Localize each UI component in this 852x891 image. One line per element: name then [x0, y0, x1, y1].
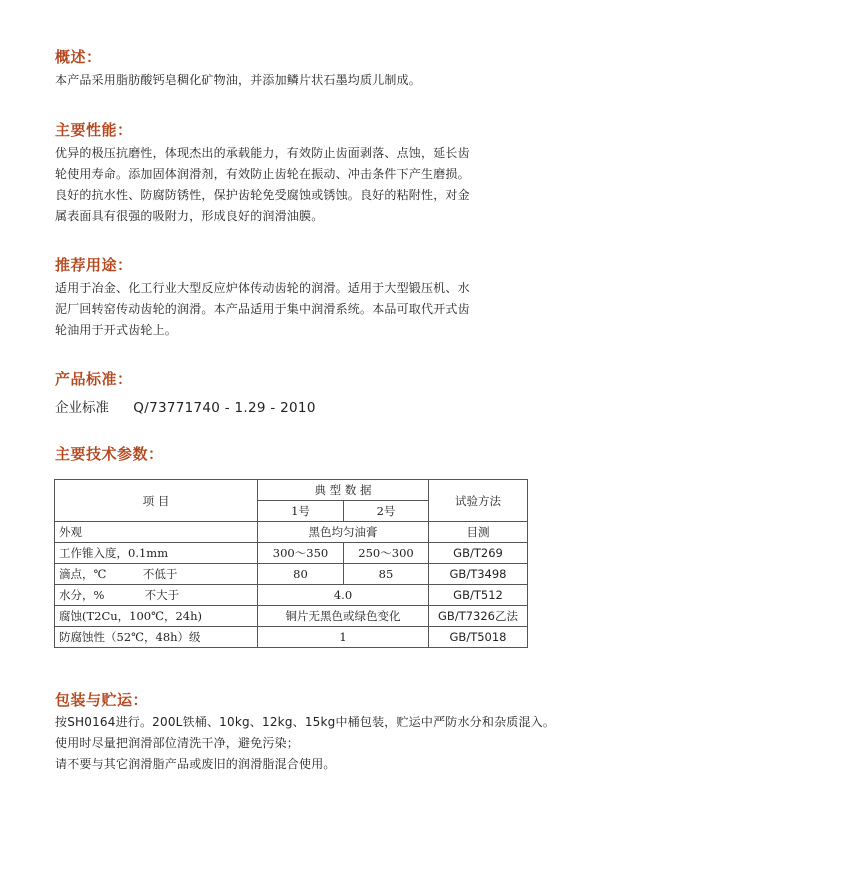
performance-line: 属表面具有很强的吸附力，形成良好的润滑油膜。 [55, 209, 324, 223]
row-item: 工作锥入度，0.1mm [55, 543, 258, 564]
table-row [55, 585, 528, 606]
row-item: 外观 [55, 522, 258, 543]
standard-line [55, 396, 316, 416]
usage-heading: 推荐用途： [55, 256, 133, 274]
table-row [55, 564, 528, 585]
table-row [55, 522, 528, 543]
table-row [55, 627, 528, 648]
parameters-table [54, 479, 528, 648]
header-typical: 典 型 数 据 [258, 480, 429, 501]
table-header-row [55, 480, 528, 501]
row-value-2: 250～300 [344, 543, 429, 564]
overview-line: 本产品采用脂肪酸钙皂稠化矿物油，并添加鳞片状石墨均质儿制成。 [55, 73, 422, 87]
row-value-2: 85 [344, 564, 429, 585]
packaging-line: 按SH0164进行。200L铁桶、10kg、12kg、15kg中桶包装，贮运中严防水分和杂质混入。 [55, 715, 556, 729]
parameters-heading: 主要技术参数： [55, 445, 164, 463]
performance-line: 良好的抗水性、防腐防锈性，保护齿轮免受腐蚀或锈蚀。良好的粘附性，对金 [55, 188, 470, 202]
row-value: 1 [258, 627, 429, 648]
row-item: 腐蚀(T2Cu，100℃，24h) [55, 606, 258, 627]
row-value: 4.0 [258, 585, 429, 606]
row-method: GB/T5018 [429, 627, 528, 648]
row-item: 滴点，℃ 不低于 [55, 564, 258, 585]
table-row [55, 606, 528, 627]
row-method: GB/T3498 [429, 564, 528, 585]
header-method: 试验方法 [429, 480, 528, 522]
header-grade1: 1号 [258, 501, 344, 522]
standard-heading: 产品标准： [55, 370, 133, 388]
row-item: 水分，% 不大于 [55, 585, 258, 606]
table-row [55, 543, 528, 564]
header-grade2: 2号 [344, 501, 429, 522]
overview-heading: 概述： [55, 48, 102, 66]
standard-label: 企业标准 [55, 400, 109, 416]
usage-line: 适用于冶金、化工行业大型反应炉体传动齿轮的润滑。适用于大型锻压机、水 [55, 281, 470, 295]
row-value-1: 80 [258, 564, 344, 585]
packaging-line: 使用时尽量把润滑部位清洗干净，避免污染； [55, 736, 300, 750]
header-item: 项 目 [55, 480, 258, 522]
packaging-heading: 包装与贮运： [55, 691, 149, 709]
standard-code: Q/73771740 - 1.29 - 2010 [133, 400, 316, 416]
usage-text [55, 278, 515, 341]
row-method: 目测 [429, 522, 528, 543]
row-method: GB/T269 [429, 543, 528, 564]
performance-text [55, 143, 515, 227]
row-item: 防腐蚀性（52℃，48h）级 [55, 627, 258, 648]
packaging-line: 请不要与其它润滑脂产品或废旧的润滑脂混合使用。 [55, 757, 336, 771]
row-value: 铜片无黑色或绿色变化 [258, 606, 429, 627]
performance-line: 优异的极压抗磨性，体现杰出的承载能力，有效防止齿面剥落、点蚀，延长齿 [55, 146, 470, 160]
row-value-1: 300～350 [258, 543, 344, 564]
performance-heading: 主要性能： [55, 121, 133, 139]
row-method: GB/T7326乙法 [429, 606, 528, 627]
overview-text [55, 70, 515, 91]
usage-line: 轮油用于开式齿轮上。 [55, 323, 178, 337]
row-method: GB/T512 [429, 585, 528, 606]
usage-line: 泥厂回转窑传动齿轮的润滑。本产品适用于集中润滑系统。本品可取代开式齿 [55, 302, 470, 316]
performance-line: 轮使用寿命。添加固体润滑剂，有效防止齿轮在振动、冲击条件下产生磨损。 [55, 167, 470, 181]
packaging-text [55, 712, 615, 775]
row-value: 黑色均匀油膏 [258, 522, 429, 543]
